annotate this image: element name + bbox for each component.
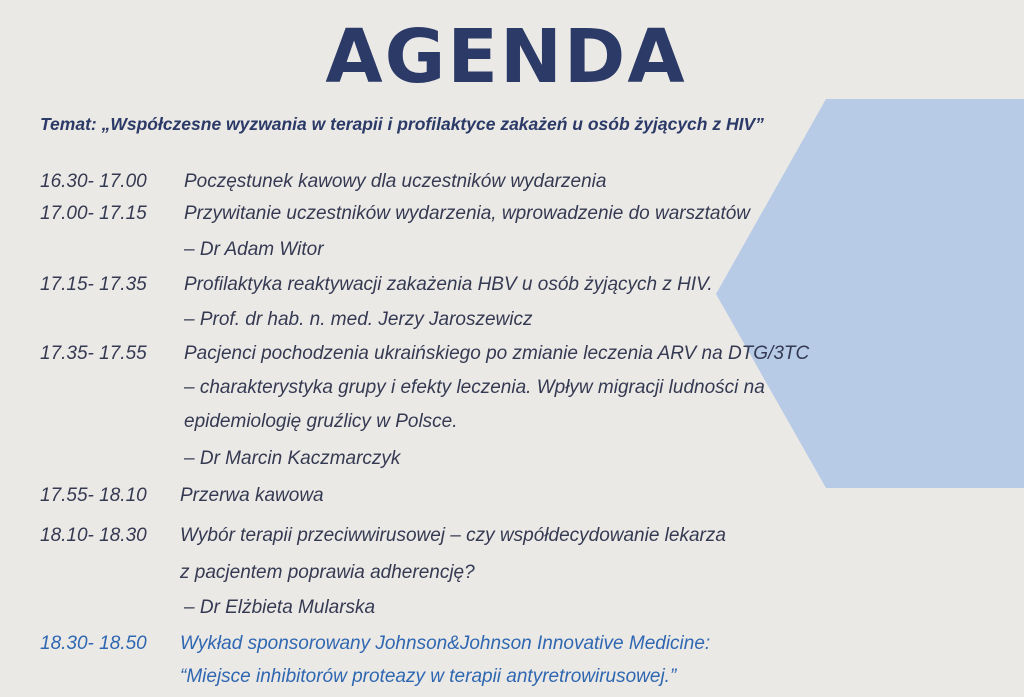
agenda-item-time: 16.30- 17.00 — [40, 171, 147, 192]
agenda-item-time: 18.10- 18.30 — [40, 525, 147, 546]
agenda-item-line: Wybór terapii przeciwwirusowej – czy współdecydowanie lekarza — [180, 525, 726, 546]
agenda-item-time: 17.15- 17.35 — [40, 274, 147, 295]
agenda-item-line: – charakterystyka grupy i efekty leczenia. Wpływ migracji ludności na — [184, 377, 765, 398]
agenda-item-line: Wykład sponsorowany Johnson&Johnson Innovative Medicine: — [180, 633, 711, 654]
agenda-item-line: Przywitanie uczestników wydarzenia, wprowadzenie do warsztatów — [184, 203, 751, 224]
agenda-item-speaker: – Dr Adam Witor — [184, 239, 324, 260]
agenda-item-line: “Miejsce inhibitorów proteazy w terapii antyretrowirusowej.” — [180, 666, 677, 687]
agenda-item-time: 18.30- 18.50 — [40, 633, 147, 654]
agenda-item-time: 17.00- 17.15 — [40, 203, 147, 224]
agenda-item-line: epidemiologię gruźlicy w Polsce. — [184, 411, 458, 432]
agenda-item-time: 17.55- 18.10 — [40, 485, 147, 506]
agenda-item-speaker: – Prof. dr hab. n. med. Jerzy Jaroszewicz — [184, 309, 533, 330]
agenda-item-line: z pacjentem poprawia adherencję? — [180, 562, 475, 583]
agenda-item-line: Poczęstunek kawowy dla uczestników wydarzenia — [184, 171, 607, 192]
agenda-item-speaker: – Dr Elżbieta Mularska — [184, 597, 376, 618]
agenda-item-line: Przerwa kawowa — [180, 485, 324, 506]
agenda-item-line: Profilaktyka reaktywacji zakażenia HBV u osób żyjących z HIV. — [184, 274, 713, 295]
agenda-title: AGENDA — [325, 14, 687, 100]
agenda-topic: Temat: „Współczesne wyzwania w terapii i profilaktyce zakażeń u osób żyjących z HIV” — [40, 114, 764, 134]
agenda-item-time: 17.35- 17.55 — [40, 343, 147, 364]
agenda-item-line: Pacjenci pochodzenia ukraińskiego po zmianie leczenia ARV na DTG/3TC — [184, 343, 810, 364]
agenda-item-speaker: – Dr Marcin Kaczmarczyk — [184, 448, 401, 469]
